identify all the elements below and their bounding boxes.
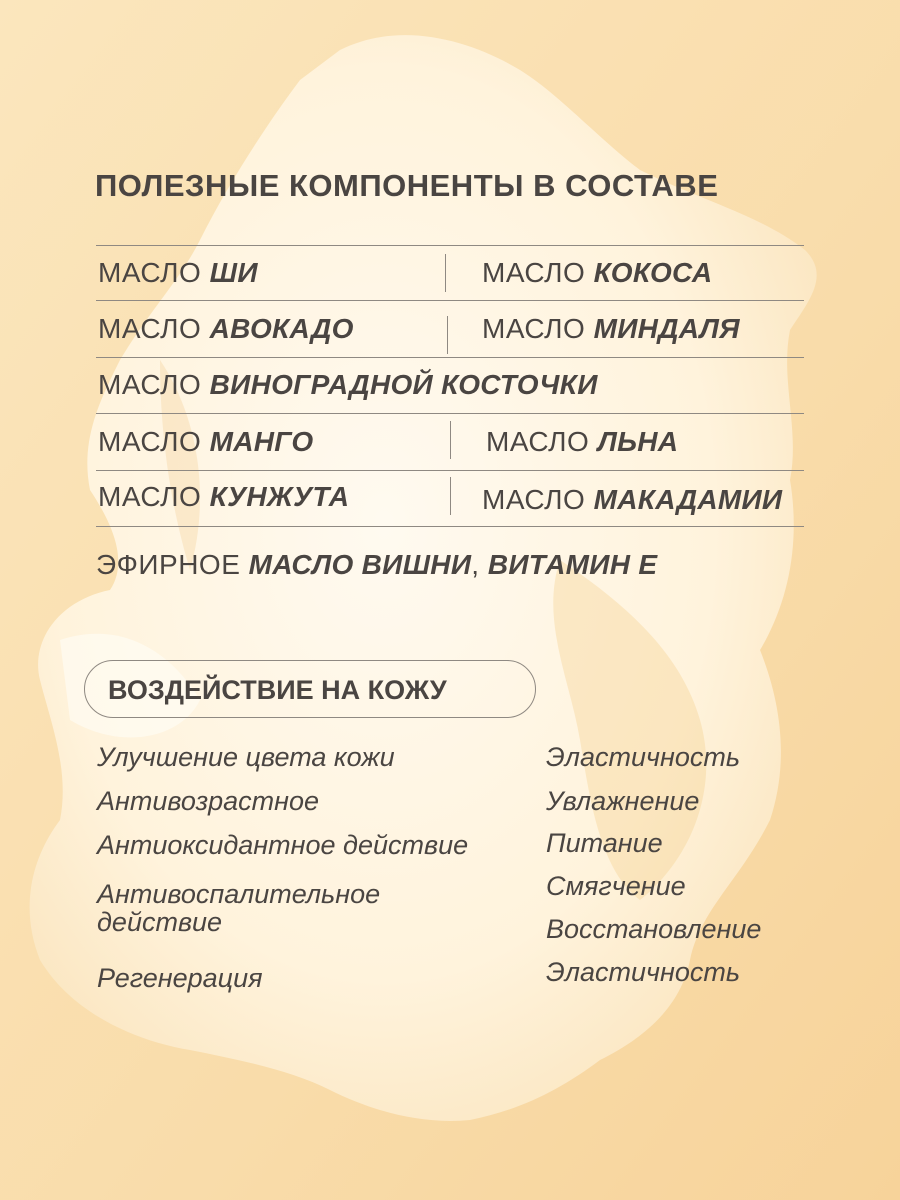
ingredient-prefix: МАСЛО	[98, 257, 210, 288]
effects-title: ВОЗДЕЙСТВИЕ НА КОЖУ	[108, 675, 447, 705]
ingredient-prefix: МАСЛО	[482, 484, 594, 515]
ingredient-macadamia	[482, 484, 782, 516]
row-divider	[96, 357, 804, 358]
extra-ingredients	[96, 549, 657, 581]
ingredient-name: ВИНОГРАДНОЙ КОСТОЧКИ	[209, 369, 598, 400]
effect-item: Эластичность	[546, 742, 741, 772]
effect-item: Антивоспалительное	[97, 879, 381, 909]
ingredient-flax	[486, 426, 678, 458]
column-divider	[445, 254, 446, 292]
ingredient-name: МИНДАЛЯ	[593, 313, 740, 344]
row-divider	[96, 526, 804, 527]
effect-item: Антивозрастное	[97, 786, 320, 816]
row-divider	[96, 470, 804, 471]
row-divider	[96, 245, 804, 246]
components-title: ПОЛЕЗНЫЕ КОМПОНЕНТЫ В СОСТАВЕ	[95, 168, 719, 203]
ingredient-name: АВОКАДО	[209, 313, 354, 344]
column-divider	[450, 477, 451, 515]
ingredient-avocado	[98, 313, 354, 345]
ingredient-name: КОКОСА	[593, 257, 713, 288]
ingredient-prefix: МАСЛО	[98, 313, 210, 344]
cherry-oil-name: МАСЛО ВИШНИ	[248, 549, 472, 580]
ingredient-sesame	[98, 481, 349, 513]
ingredient-prefix: МАСЛО	[98, 481, 210, 512]
ingredient-name: КУНЖУТА	[209, 481, 350, 512]
extra-prefix: ЭФИРНОЕ	[96, 549, 249, 580]
effect-item: Восстановление	[546, 914, 762, 944]
effect-item: Смягчение	[546, 871, 686, 901]
ingredient-prefix: МАСЛО	[482, 257, 594, 288]
ingredient-name: ЛЬНА	[597, 426, 679, 457]
column-divider	[447, 316, 448, 354]
ingredient-prefix: МАСЛО	[486, 426, 598, 457]
ingredient-prefix: МАСЛО	[98, 369, 210, 400]
ingredient-coconut	[482, 257, 712, 289]
ingredient-mango	[98, 426, 313, 458]
row-divider	[96, 413, 804, 414]
row-divider	[96, 300, 804, 301]
effect-item: Улучшение цвета кожи	[97, 742, 395, 772]
ingredient-name: ШИ	[209, 257, 258, 288]
ingredient-prefix: МАСЛО	[98, 426, 210, 457]
column-divider	[450, 421, 451, 459]
effect-item: Антиоксидантное действие	[97, 830, 469, 860]
ingredient-grape-seed	[98, 369, 598, 401]
effect-item: Увлажнение	[546, 786, 700, 816]
ingredient-shea	[98, 257, 258, 289]
ingredient-name: МАКАДАМИИ	[593, 484, 783, 515]
ingredient-prefix: МАСЛО	[482, 313, 594, 344]
effect-item: Регенерация	[97, 963, 263, 993]
extra-separator: ,	[471, 549, 488, 580]
effect-item: Питание	[546, 828, 663, 858]
ingredient-name: МАНГО	[209, 426, 314, 457]
vitamin-e-name: ВИТАМИН Е	[487, 549, 658, 580]
effect-item: Эластичность	[546, 957, 741, 987]
effect-item: действие	[97, 907, 223, 937]
ingredient-almond	[482, 313, 740, 345]
